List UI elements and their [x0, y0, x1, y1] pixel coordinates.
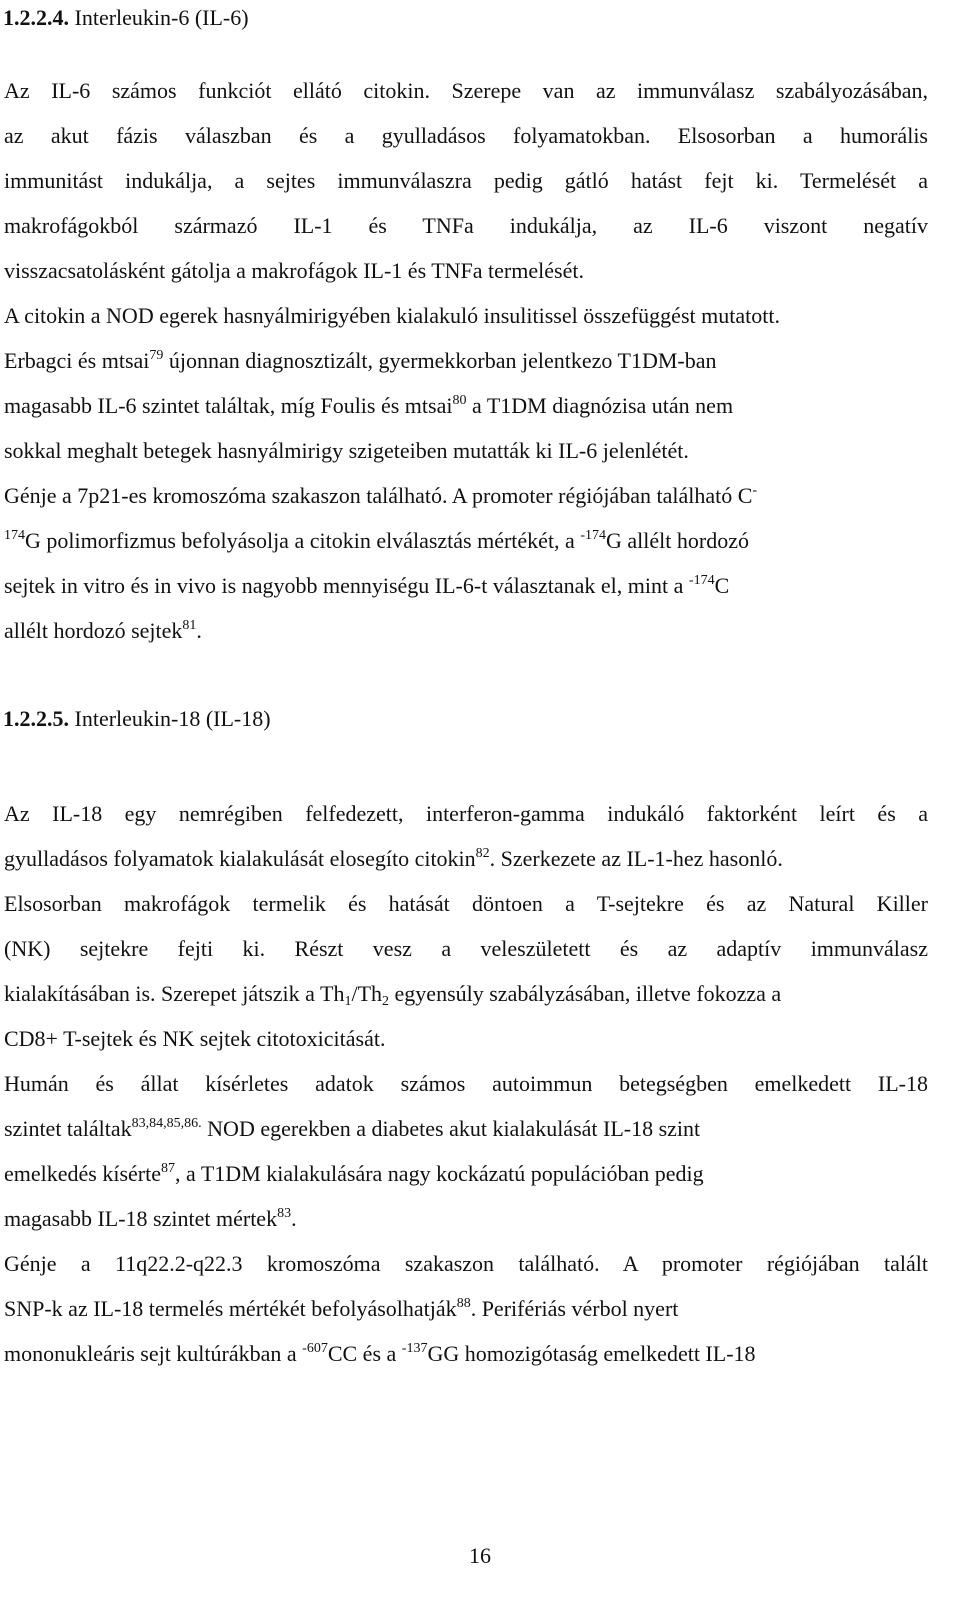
line-text: kialakításában is. Szerepet játszik a Th — [4, 981, 345, 1006]
line-text: egyensúly szabályzásában, illetve fokozza a — [389, 981, 782, 1006]
paragraph-line: A citokin a NOD egerek hasnyálmirigyében kialakuló insulitissel összefüggést mutatott. — [4, 303, 780, 328]
subscript: 2 — [382, 994, 390, 1009]
paragraph-line: makrofágokból származó IL-1 és TNFa indukálja, az IL-6 viszont negatív — [4, 213, 928, 238]
paragraph-line — [4, 570, 928, 602]
section-number: 1.2.2.4. — [3, 5, 69, 30]
paragraph-line: az akut fázis válaszban és a gyulladásos folyamatokban. Elsosorban a humorális — [4, 123, 928, 148]
line-text: sejtek in vitro és in vivo is nagyobb mennyiségu IL-6-t választanak el, mint a — [4, 573, 689, 598]
paragraph-line: Génje a 11q22.2-q22.3 kromoszóma szakaszon található. A promoter régiójában talált — [4, 1251, 928, 1276]
line-text: NOD egerekben a diabetes akut kialakulását IL-18 szint — [201, 1116, 701, 1141]
citation-sup: 83,84,85,86. — [131, 1116, 202, 1131]
line-text: G allélt hordozó — [606, 528, 749, 553]
citation-sup: 82 — [475, 846, 490, 861]
section-heading-il6 — [3, 2, 249, 34]
line-text: újonnan diagnosztizált, gyermekkorban jelentkezo T1DM-ban — [163, 348, 717, 373]
paragraph-line: CD8+ T-sejtek és NK sejtek citotoxicitását. — [4, 1026, 386, 1051]
line-text: SNP-k az IL-18 termelés mértékét befolyásolhatják — [4, 1296, 457, 1321]
paragraph-line — [4, 615, 928, 647]
citation-sup: 80 — [452, 393, 467, 408]
line-text: emelkedés kísérte — [4, 1161, 161, 1186]
page-number: 16 — [469, 1543, 491, 1568]
line-text: GG homozigótaság emelkedett IL-18 — [427, 1341, 756, 1366]
paragraph-line — [4, 1338, 928, 1370]
paragraph-line: sokkal meghalt betegek hasnyálmirigy szigeteiben mutatták ki IL-6 jelenlétét. — [4, 438, 689, 463]
paragraph-line: (NK) sejtekre fejti ki. Részt vesz a veleszületett és az adaptív immunválasz — [4, 936, 928, 961]
citation-sup: 79 — [149, 348, 164, 363]
section-number: 1.2.2.5. — [3, 706, 69, 731]
line-text: magasabb IL-18 szintet mértek — [4, 1206, 278, 1231]
line-text: mononukleáris sejt kultúrákban a — [4, 1341, 303, 1366]
paragraph-line — [4, 843, 928, 875]
paragraph-line — [4, 1203, 928, 1235]
paragraph-line: Az IL-6 számos funkciót ellátó citokin. Szerepe van az immunválasz szabályozásában, — [4, 78, 928, 103]
line-text: . — [291, 1206, 297, 1231]
paragraph-line: immunitást indukálja, a sejtes immunválaszra pedig gátló hatást fejt ki. Termelését a — [4, 168, 928, 193]
line-text: szintet találtak — [4, 1116, 132, 1141]
paragraph-line: visszacsatolásként gátolja a makrofágok IL-1 és TNFa termelését. — [4, 258, 584, 283]
allele-sup: 174 — [4, 528, 25, 543]
allele-sup: -174 — [688, 573, 715, 588]
citation-sup: 87 — [161, 1161, 175, 1176]
citation-sup: 83 — [277, 1206, 292, 1221]
line-text: . — [196, 618, 202, 643]
allele-sup: - — [752, 483, 758, 498]
line-text: allélt hordozó sejtek — [4, 618, 183, 643]
line-text: C — [714, 573, 730, 598]
paragraph-line: Az IL-18 egy nemrégiben felfedezett, interferon-gamma indukáló faktorként leírt és a — [4, 801, 928, 826]
line-text: a T1DM diagnózisa után nem — [466, 393, 734, 418]
paragraph-line — [4, 1113, 928, 1145]
line-text: , a T1DM kialakulására nagy kockázatú populációban pedig — [175, 1161, 704, 1186]
line-text: Erbagci és mtsai — [4, 348, 150, 373]
paragraph-line — [4, 1158, 928, 1190]
line-text: magasabb IL-6 szintet találtak, míg Foulis és mtsai — [4, 393, 453, 418]
section-heading-il18 — [3, 703, 271, 735]
paragraph-line — [4, 345, 928, 377]
line-text: gyulladásos folyamatok kialakulását elosegíto citokin — [4, 846, 476, 871]
allele-sup: -607 — [302, 1341, 328, 1356]
allele-sup: -137 — [401, 1341, 428, 1356]
paragraph-line — [4, 1293, 928, 1325]
paragraph-line: Elsosorban makrofágok termelik és hatását döntoen a T-sejtekre és az Natural Killer — [4, 891, 928, 916]
line-text: . Szerkezete az IL-1-hez hasonló. — [489, 846, 783, 871]
paragraph-line — [4, 978, 928, 1010]
citation-sup: 81 — [182, 618, 197, 633]
line-text: CC és a — [327, 1341, 402, 1366]
section-title: Interleukin-6 (IL-6) — [74, 5, 249, 30]
paragraph-line — [4, 525, 928, 557]
line-text: . Perifériás vérbol nyert — [470, 1296, 679, 1321]
paragraph-line: Humán és állat kísérletes adatok számos autoimmun betegségben emelkedett IL-18 — [4, 1071, 928, 1096]
citation-sup: 88 — [456, 1296, 471, 1311]
line-text: /Th — [351, 981, 383, 1006]
section-title: Interleukin-18 (IL-18) — [74, 706, 271, 731]
subscript: 1 — [344, 994, 352, 1009]
paragraph-line — [4, 480, 928, 512]
allele-sup: -174 — [580, 528, 606, 543]
line-text: G polimorfizmus befolyásolja a citokin elválasztás mértékét, a — [25, 528, 581, 553]
paragraph-line — [4, 390, 928, 422]
line-text: Génje a 7p21-es kromoszóma szakaszon található. A promoter régiójában található C — [4, 483, 753, 508]
